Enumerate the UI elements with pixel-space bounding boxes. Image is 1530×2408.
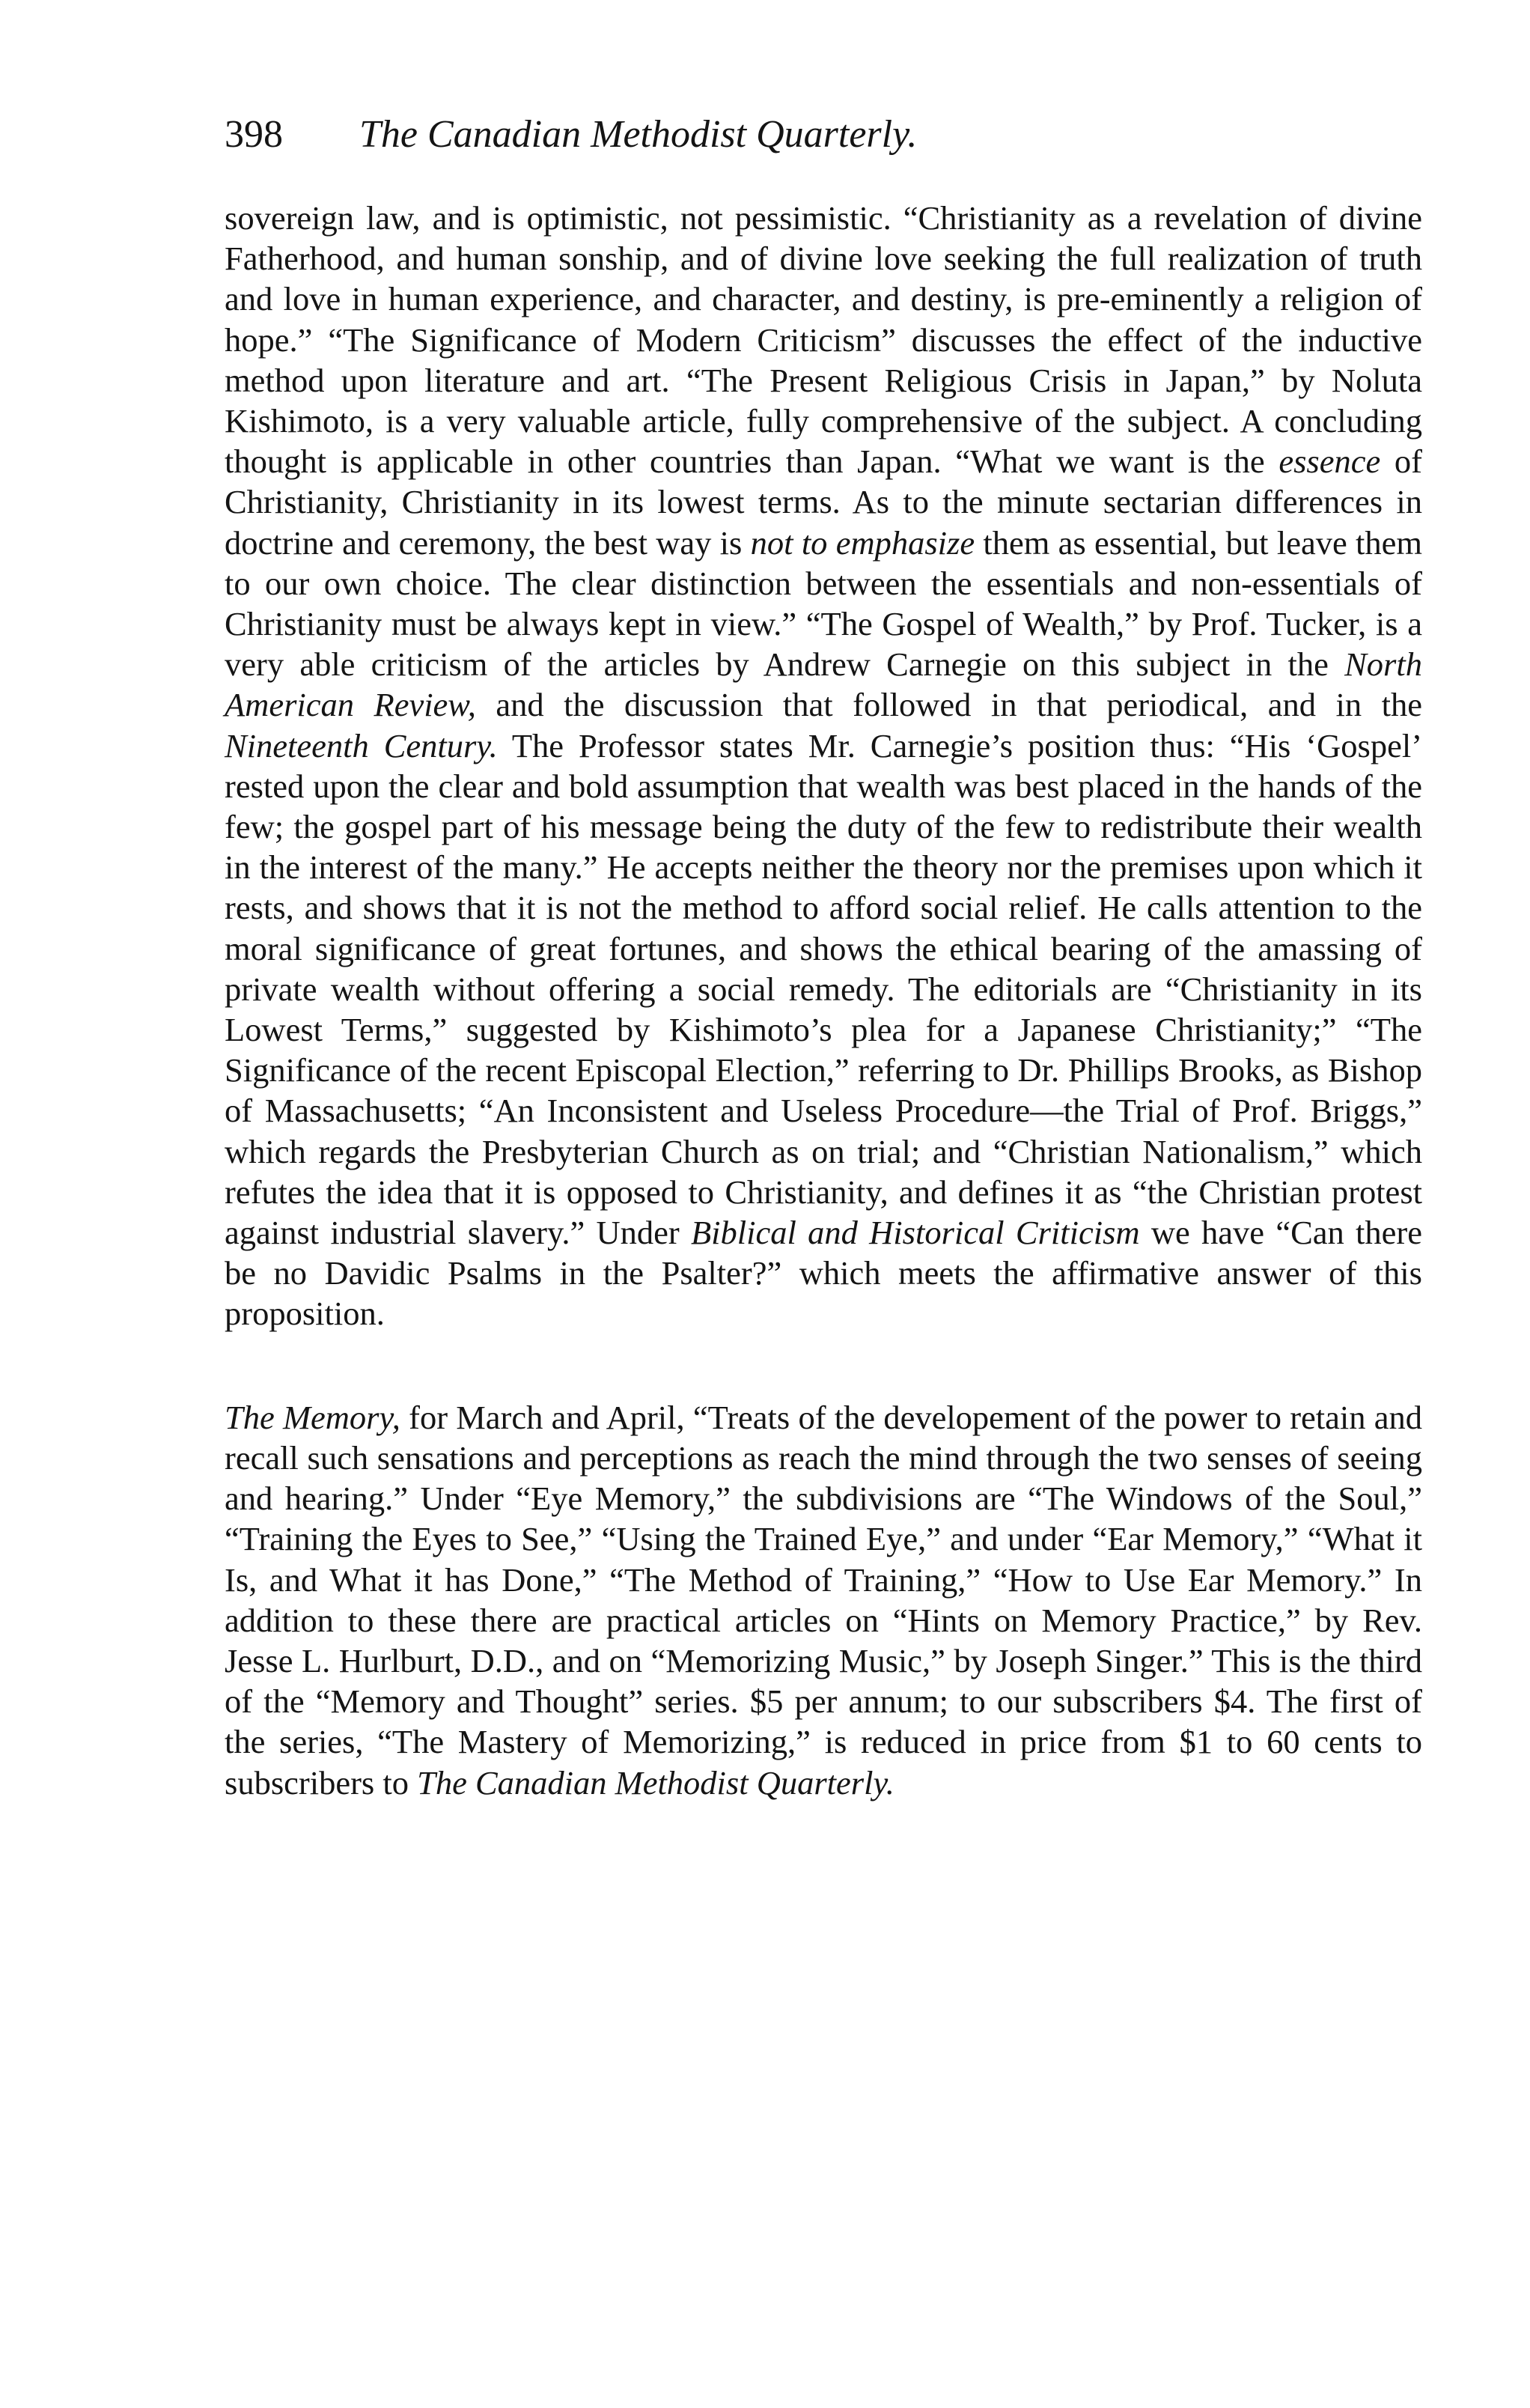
italic-text-run: The Canadian Methodist Quarterly. [417, 1763, 894, 1802]
italic-text-run: essence [1278, 443, 1381, 481]
running-title: The Canadian Methodist Quarterly. [359, 113, 918, 156]
text-run: for March and April, “Treats of the developement of the power to retain and recall such sensations and perceptions as reach the mind through the two senses of seeing and hearing.” Under “Eye Memory,” the subdivisions are “The Windows of the Soul,” “Training the Eyes to See,” “Using the Trained Eye,” and under “Ear Memory,” “What it Is, and What it has Done,” “The Method of Training,” “How to Use Ear Memory.” In addition to these there are practical articles on “Hints on Memory Practice,” by Rev. Jesse L. Hurlburt, D.D., and on “Memorizing Music,” by Joseph Singer.” This is the third of the “Memory and Thought” series. $5 per annum; to our subscribers $4. The first of the series, “The Mastery of Memorizing,” is reduced in price from $1 to 60 cents to subscribers to [225, 1398, 1422, 1802]
paragraph [225, 198, 1422, 1334]
italic-text-run: Biblical and Historical Criticism [690, 1214, 1140, 1252]
paragraph [225, 1397, 1422, 1803]
body-text [225, 198, 1422, 1803]
italic-text-run: North American Review, [225, 645, 1422, 724]
page-number: 398 [225, 113, 283, 156]
italic-text-run: not to emphasize [750, 523, 975, 562]
text-run: we have “Can there be no Davidic Psalms in the Psalter?” which meets the affirmative answer of this proposition. [225, 1214, 1422, 1333]
page-header [225, 112, 1422, 180]
text-run: sovereign law, and is optimistic, not pessimistic. “Christianity as a revelation of divine Fatherhood, and human sonship, and of divine love seeking the full realization of truth and love in human experience, and character, and destiny, is pre-eminently a religion of hope.” “The Significance of Modern Criticism” discusses the effect of the inductive method upon literature and art. “The Present Religious Crisis in Japan,” by Noluta Kishimoto, is a very valuable article, fully comprehensive of the subject. A concluding thought is applicable in other countries than Japan. “What we want is the [225, 199, 1422, 481]
italic-text-run: The Memory, [225, 1398, 400, 1436]
text-run: The Professor states Mr. Carnegie’s position thus: “His ‘Gospel’ rested upon the clear and bold assumption that wealth was best placed in the hands of the few; the gospel part of his message being the duty of the few to redistribute their wealth in the interest of the many.” He accepts neither the theory nor the premises upon which it rests, and shows that it is not the method to afford social relief. He calls attention to the moral significance of great fortunes, and shows the ethical bearing of the amassing of private wealth without offering a social remedy. The editorials are “Christianity in its Lowest Terms,” suggested by Kishimoto’s plea for a Japanese Christianity;” “The Significance of the recent Episcopal Election,” referring to Dr. Phillips Brooks, as Bishop of Massachusetts; “An Inconsistent and Useless Procedure—the Trial of Prof. Briggs,” which regards the Presbyterian Church as on trial; and “Christian Nationalism,” which refutes the idea that it is opposed to Christianity, and defines it as “the Christian protest against industrial slavery.” Under [225, 726, 1423, 1252]
italic-text-run: Nineteenth Century. [225, 726, 498, 764]
text-run: of Christianity, Christianity in its lowest terms. As to the minute sectarian differences in doctrine and ceremony, the best way is [225, 443, 1422, 562]
document-page [225, 112, 1422, 1803]
text-run: them as essential, but leave them to our own choice. The clear distinction between the essentials and non-essentials of Christianity must be always kept in view.” “The Gospel of Wealth,” by Prof. Tucker, is a very able criticism of the articles by Andrew Carnegie on this subject in the [225, 523, 1422, 684]
text-run: and the discussion that followed in that periodical, and in the [475, 686, 1422, 724]
